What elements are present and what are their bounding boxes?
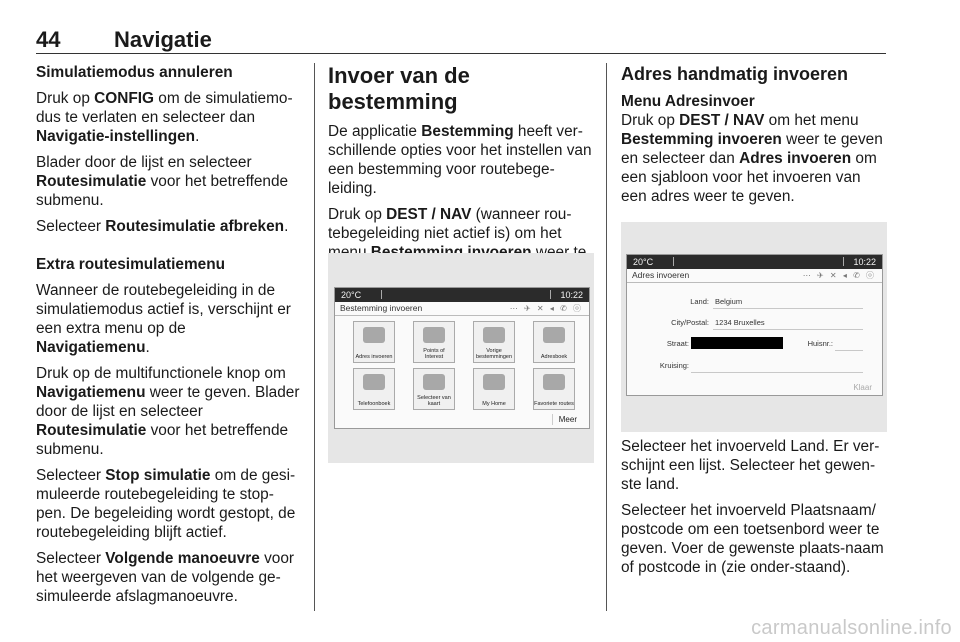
home-icon (483, 374, 505, 390)
address-book-icon (543, 327, 565, 343)
tile-poi[interactable]: Points of Interest (413, 321, 455, 363)
house-number-label: Huisnr.: (807, 339, 833, 348)
status-bar (627, 255, 882, 269)
country-value[interactable]: Belgium (715, 297, 743, 306)
status-bar (335, 288, 589, 302)
section-heading-simulation-cancel: Simulatiemodus annuleren (36, 64, 233, 81)
phonebook-icon (363, 374, 385, 390)
poi-icon (423, 327, 445, 343)
paragraph: De applicatie Bestemming heeft ver-schillende opties voor het instellen van een bestemming voor routebege-leiding. (328, 123, 592, 197)
column-divider (314, 63, 315, 611)
paragraph: Druk op CONFIG om de simulatiemo-dus te verlaten en selecteer dan Navigatie-instellingen. (36, 90, 293, 145)
city-label: City/Postal: (671, 318, 709, 327)
paragraph: Wanneer de routebegeleiding in de simulatiemodus actief is, verschijnt er een extra menu op de Navigatiemenu. (36, 282, 291, 356)
tile-select-map[interactable]: Selecteer van kaart (413, 368, 455, 410)
crossing-label: Kruising: (659, 361, 689, 370)
column-1 (36, 63, 300, 613)
section-heading-destination: Invoer van de bestemming (328, 63, 470, 114)
tile-my-home[interactable]: My Home (473, 368, 515, 410)
city-value[interactable]: 1234 Bruxelles (715, 318, 765, 327)
history-icon (483, 327, 505, 343)
tile-address-book[interactable]: Adresboek (533, 321, 575, 363)
paragraph: Druk op DEST / NAV om het menu Bestemming invoeren weer te geven en selecteer dan Adres invoeren om een sjabloon voor het invoeren van een adres weer te geven. (621, 112, 883, 205)
watermark: carmanualsonline.info (751, 617, 952, 639)
destination-menu-screenshot (328, 253, 594, 463)
temperature: 20°C (341, 290, 362, 300)
paragraph: Selecteer het invoerveld Plaatsnaam/ postcode om een toetsenbord weer te geven. Voer de gewenste plaats-naam of postcode in (zie onder-staand). (621, 502, 884, 576)
paragraph: Selecteer Volgende manoeuvre voor het weergeven van de volgende ge-simuleerde afslagmanoeuvre. (36, 550, 295, 605)
tile-address-entry[interactable]: Adres invoeren (353, 321, 395, 363)
map-icon (423, 374, 445, 390)
paragraph: Selecteer het invoerveld Land. Er ver-schijnt een lijst. Selecteer het gewen-ste land. (621, 438, 880, 493)
status-icons: ⋯ ✈ ✕ ◂ ✆ ⓞ (802, 271, 876, 280)
page-title: Navigatie (114, 27, 212, 52)
page-number: 44 (36, 27, 61, 52)
infotainment-screen (626, 254, 883, 396)
temperature: 20°C (633, 257, 654, 267)
tile-phonebook[interactable]: Telefoonboek (353, 368, 395, 410)
infotainment-screen (334, 287, 590, 429)
paragraph: Blader door de lijst en selecteer Routesimulatie voor het betreffende submenu. (36, 154, 289, 209)
more-button[interactable]: Meer (552, 414, 583, 425)
paragraph: Druk op DEST / NAV (wanneer rou-tebegeleiding niet actief is) om het (328, 206, 572, 242)
section-heading-manual-address: Adres handmatig invoeren (621, 64, 849, 84)
column-divider (606, 63, 607, 611)
tile-previous-destinations[interactable]: Vorige bestemmingen (473, 321, 515, 363)
paragraph: Selecteer Routesimulatie afbreken. (36, 218, 289, 235)
sub-heading-address-menu: Menu Adresinvoer (621, 93, 755, 110)
address-entry-screenshot (621, 222, 887, 432)
address-icon (363, 327, 385, 343)
clock: 10:22 (560, 290, 583, 300)
section-heading-extra-menu: Extra routesimulatiemenu (36, 256, 226, 273)
paragraph: Selecteer Stop simulatie om de gesi-muleerde routebegeleiding te stop-pen. De begeleiding wordt gestopt, de routebegeleiding blijft actief. (36, 467, 296, 541)
paragraph: Druk op de multifunctionele knop om Navigatiemenu weer te geven. Blader door de lijst en selecteer Routesimulatie voor het betreffende submenu. (36, 365, 300, 458)
country-label: Land: (690, 297, 709, 306)
done-button[interactable]: Klaar (853, 383, 872, 392)
screen-title: Adres invoeren ⋯ ✈ ✕ ◂ ✆ ⓞ (627, 269, 882, 283)
street-field-redacted[interactable] (691, 337, 783, 349)
tile-favorite-routes[interactable]: Favoriete routes (533, 368, 575, 410)
route-icon (543, 374, 565, 390)
screen-title: Bestemming invoeren ⋯ ✈ ✕ ◂ ✆ ⓞ (335, 302, 589, 316)
street-label: Straat: (666, 339, 689, 348)
clock: 10:22 (853, 257, 876, 267)
status-icons: ⋯ ✈ ✕ ◂ ✆ ⓞ (509, 304, 583, 313)
header-rule (36, 53, 886, 54)
